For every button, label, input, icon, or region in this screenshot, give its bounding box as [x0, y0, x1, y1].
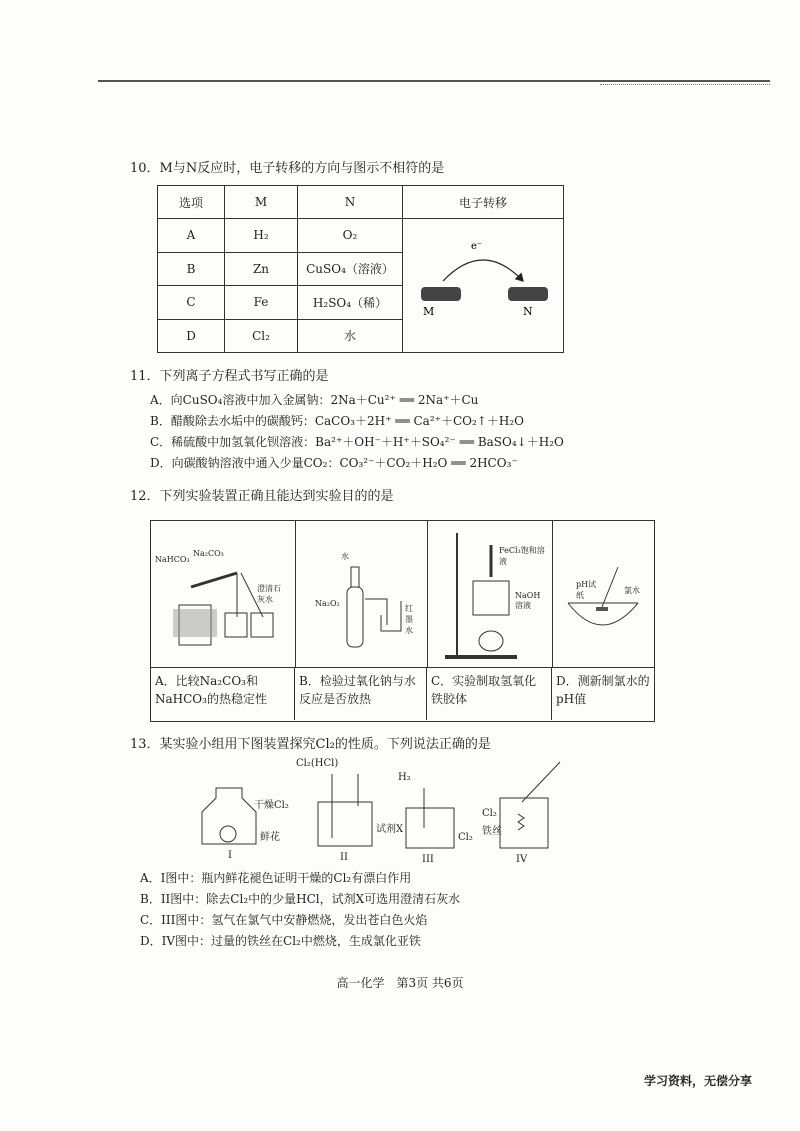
q13-option-a: A．I图中：瓶内鲜花褪色证明干燥的Cl₂有漂白作用 [140, 871, 412, 885]
q10-row-a-opt: A [158, 219, 225, 253]
label-iron-wire: 铁丝 [482, 826, 502, 837]
q12-cell-b [295, 521, 428, 667]
pipe-b [365, 599, 387, 625]
bottle-ii [318, 802, 372, 846]
lamp-c [479, 631, 503, 651]
label-na2o2: Na₂O₂ [315, 599, 340, 608]
q10-row-c-opt: C [158, 286, 225, 320]
q11-option-b: B．醋酸除去水垢中的碳酸钙：CaCO₃＋2H⁺ ══ Ca²⁺＋CO₂↑＋H₂O [150, 414, 524, 428]
q10-row-d-n: 水 [298, 319, 403, 353]
q10-row-b-m: Zn [225, 252, 298, 286]
q10-row-b-opt: B [158, 252, 225, 286]
electron-label: e⁻ [471, 241, 483, 252]
label-cl2-hcl: Cl₂(HCl) [296, 758, 339, 769]
q10-electron-diagram [403, 219, 564, 353]
label-reagent-x: 试剂X [376, 824, 404, 835]
q12-cell-a [151, 521, 296, 667]
q12-caption-d: D．测新制氯水的pH值 [552, 667, 654, 720]
label-flower: 鲜花 [260, 832, 280, 843]
q10-row-d-m: Cl₂ [225, 319, 298, 353]
label-cl2-iv: Cl₂ [482, 808, 497, 819]
q11-stem: 11．下列离子方程式书写正确的是 [130, 369, 329, 384]
label-fig-iii: III [422, 854, 434, 865]
beaker-c [473, 581, 509, 615]
q13-apparatus-drawing [200, 758, 580, 868]
q12-cell-c [427, 521, 553, 667]
q12-stem: 12．下列实验装置正确且能达到实验目的的是 [130, 489, 394, 504]
test-tube-a [191, 573, 237, 587]
q10-row-c-n: H₂SO₄（稀） [298, 286, 403, 320]
label-limewater-a: 澄清石灰水 [257, 584, 281, 604]
iron-wire-iv [518, 814, 524, 830]
q10-stem: 10．M与N反应时，电子转移的方向与图示不相符的是 [130, 161, 445, 176]
bottle-i [202, 788, 256, 844]
beaker-a1 [225, 613, 247, 637]
stand-base-c [445, 655, 517, 659]
q12-cell-d [552, 521, 654, 667]
q10-header-option: 选项 [158, 186, 225, 219]
q10-row-d-opt: D [158, 319, 225, 353]
label-fig-iv: IV [516, 854, 528, 865]
q10-header-transfer: 电子转移 [403, 186, 564, 219]
q13-apparatus [200, 758, 580, 868]
tube-b [347, 587, 363, 647]
label-water-b: 水 [341, 552, 349, 561]
label-fig-i: I [228, 850, 232, 861]
q10-header-n: N [298, 186, 403, 219]
q11-option-c: C．稀硫酸中加氢氧化钡溶液：Ba²⁺＋OH⁻＋H⁺＋SO₄²⁻ ══ BaSO₄↓＋H₂O [150, 435, 564, 449]
header-rule-dotted [600, 84, 770, 85]
u-tube-b [381, 601, 401, 631]
label-chlorine-water: 氯水 [624, 586, 640, 595]
label-fecl3: FeCl₃饱和溶液 [499, 546, 545, 566]
bottle-iv [500, 798, 548, 848]
q13-stem: 13．某实验小组用下图装置探究Cl₂的性质。下列说法正确的是 [130, 737, 491, 752]
label-h2: H₂ [398, 772, 411, 783]
q10-header-m: M [225, 186, 298, 219]
tongs-iv [522, 762, 560, 802]
n-label: N [523, 305, 533, 318]
electron-transfer-diagram [403, 219, 563, 349]
q13-option-d: D．IV图中：过量的铁丝在Cl₂中燃烧，生成氯化亚铁 [140, 934, 421, 948]
bottle-iii [406, 808, 454, 848]
label-red-ink: 红墨水 [405, 604, 413, 635]
watermark: 学习资料，无偿分享 [643, 1074, 752, 1088]
flower-i [220, 826, 236, 842]
q10-row-b-n: CuSO₄（溶液） [298, 252, 403, 286]
burner-a [173, 609, 217, 637]
funnel-b [351, 567, 359, 587]
q13-option-b: B．II图中：除去Cl₂中的少量HCl，试剂X可选用澄清石灰水 [140, 892, 461, 906]
page-footer: 高一化学 第3页 共6页 [336, 976, 464, 990]
q12-caption-c: C．实验制取氢氧化铁胶体 [427, 667, 552, 720]
label-nahco3: NaHCO₃ [155, 555, 190, 564]
m-label: M [423, 305, 435, 318]
q12-experiment-table [150, 520, 655, 722]
header-rule [98, 80, 770, 82]
m-block [421, 287, 461, 301]
q10-row-c-m: Fe [225, 286, 298, 320]
glass-rod-d [602, 567, 618, 607]
q11-option-d: D．向碳酸钠溶液中通入少量CO₂：CO₃²⁻＋CO₂＋H₂O ══ 2HCO₃⁻ [150, 456, 518, 470]
n-block [508, 287, 548, 301]
q12-caption-b: B．检验过氧化钠与水反应是否放热 [295, 667, 427, 720]
q10-table [157, 185, 564, 353]
label-na2co3: Na₂CO₃ [193, 549, 224, 558]
label-cl2-iii: Cl₂ [458, 832, 473, 843]
ph-paper-d [596, 607, 608, 611]
electron-arrow [443, 260, 523, 281]
q11-option-a: A．向CuSO₄溶液中加入金属钠：2Na＋Cu²⁺ ══ 2Na⁺＋Cu [150, 393, 479, 407]
apparatus-b-drawing [295, 521, 427, 667]
label-ph-paper: pH试纸 [576, 580, 597, 600]
q12-caption-a: A．比较Na₂CO₃和NaHCO₃的热稳定性 [151, 667, 295, 720]
beaker-a2 [251, 613, 273, 637]
q13-option-c: C．III图中：氢气在氯气中安静燃烧，发出苍白色火焰 [140, 913, 428, 927]
dish-d [568, 603, 638, 625]
q10-row-a-m: H₂ [225, 219, 298, 253]
q10-row-a-n: O₂ [298, 219, 403, 253]
label-fig-ii: II [340, 852, 348, 863]
label-dry-cl2: 干燥Cl₂ [254, 800, 289, 811]
label-naoh: NaOH溶液 [515, 591, 541, 610]
